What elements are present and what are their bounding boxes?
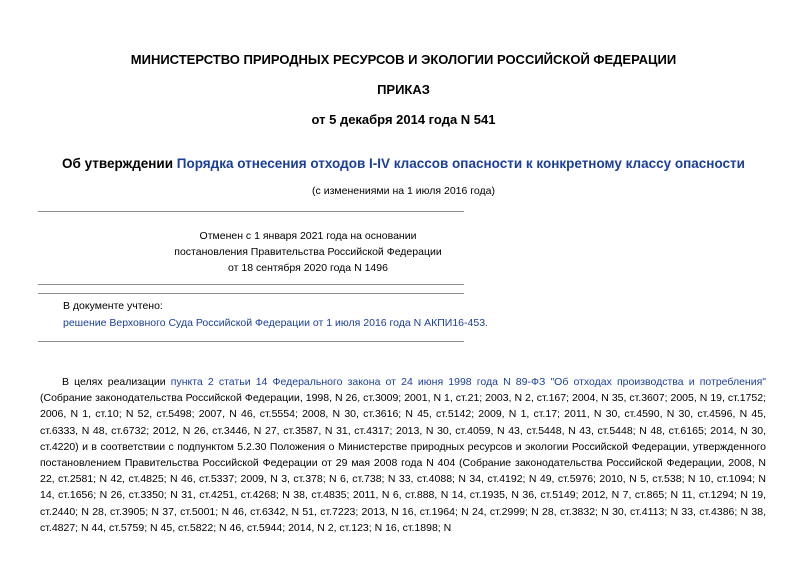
divider-considered-bottom bbox=[38, 341, 464, 342]
law-link[interactable]: пункта 2 статьи 14 Федерального закона от 24 июня 1998 года N 89-ФЗ "Об отходах производства и потребления" bbox=[170, 376, 766, 388]
considered-link[interactable]: решение Верховного Суда Российской Федерации от 1 июля 2016 года N АКПИ16-453. bbox=[63, 317, 488, 329]
body-paragraph bbox=[40, 374, 766, 536]
repeal-notice bbox=[38, 228, 578, 276]
revision-note: (с изменениями на 1 июля 2016 года) bbox=[312, 185, 495, 197]
ministry-heading: МИНИСТЕРСТВО ПРИРОДНЫХ РЕСУРСОВ И ЭКОЛОГИИ РОССИЙСКОЙ ФЕДЕРАЦИИ bbox=[130, 52, 677, 67]
considered-label: В документе учтено: bbox=[63, 300, 163, 312]
doc-type-heading: ПРИКАЗ bbox=[377, 82, 430, 97]
body-intro: В целях реализации bbox=[62, 376, 171, 388]
divider-notice-bottom bbox=[38, 284, 464, 285]
repeal-line-3: от 18 сентября 2020 года N 1496 bbox=[228, 262, 388, 274]
doc-date: от 5 декабря 2014 года N 541 bbox=[311, 112, 496, 127]
title-prefix: Об утверждении bbox=[62, 156, 177, 171]
body-text: (Собрание законодательства Российской Федерации, 1998, N 26, ст.3009; 2001, N 1, ст.21; 2003, N 2, ст.167; 2004, N 35, ст.3607; 2005, N 19, ст.1752; 2006, N 1, ст.10; N 52, ст.5498; 2007, N 46, ст.5554; 2008, N 30, ст.3616; N 45, ст.5142; 2009, N 1, ст.17; 2011, N 30, ст.4590, N 30, ст.4596, N 45, ст.6333, N 48, ст.6732; 2012, N 26, ст.3446, N 27, ст.3587, N 31, ст.4317; 2013, N 30, ст.4059, N 43, ст.5448, N 43, ст.5448; N 48, ст.6165; 2014, N 30, ст.4220) и в соответствии с подпунктом 5.2.30 Положения о Министерстве природных ресурсов и экологии Российской Федерации, утвержденного постановлением Правительства Российской Федерации от 29 мая 2008 года N 404 (Собрание законодательства Российской Федерации, 2008, N 22, ст.2581; N 42, ст.4825; N 46, ст.5337; 2009, N 3, ст.378; N 6, ст.738; N 33, ст.4088; N 34, ст.4192; N 49, ст.5976; 2010, N 5, ст.538; N 10, ст.1094; N 14, ст.1656; N 26, ст.3350; N 31, ст.4251, ст.4268; N 38, ст.4835; 2011, N 6, ст.888, N 14, ст.1935, N 36, ст.5149; 2012, N 7, ст.865; N 11, ст.1294; N 19, ст.2440; N 28, ст.3905; N 37, ст.5001; N 46, ст.6342, N 51, ст.7223; 2013, N 16, ст.1964; N 24, ст.2999; N 28, ст.3832; N 30, ст.4113; N 33, ст.4386; N 38, ст.4827; N 44, ст.5759; N 45, ст.5822; N 46, ст.5944; 2014, N 2, ст.123; N 16, ст.1898; N bbox=[40, 392, 766, 534]
divider-considered-top bbox=[38, 293, 464, 294]
repeal-line-2: постановления Правительства Российской Федерации bbox=[174, 246, 442, 258]
doc-title bbox=[0, 156, 807, 171]
document-body bbox=[40, 374, 766, 536]
divider-top bbox=[38, 211, 464, 212]
repeal-line-1: Отменен с 1 января 2021 года на основании bbox=[199, 230, 417, 242]
title-link[interactable]: Порядка отнесения отходов I-IV классов опасности к конкретному классу опасности bbox=[176, 156, 745, 171]
